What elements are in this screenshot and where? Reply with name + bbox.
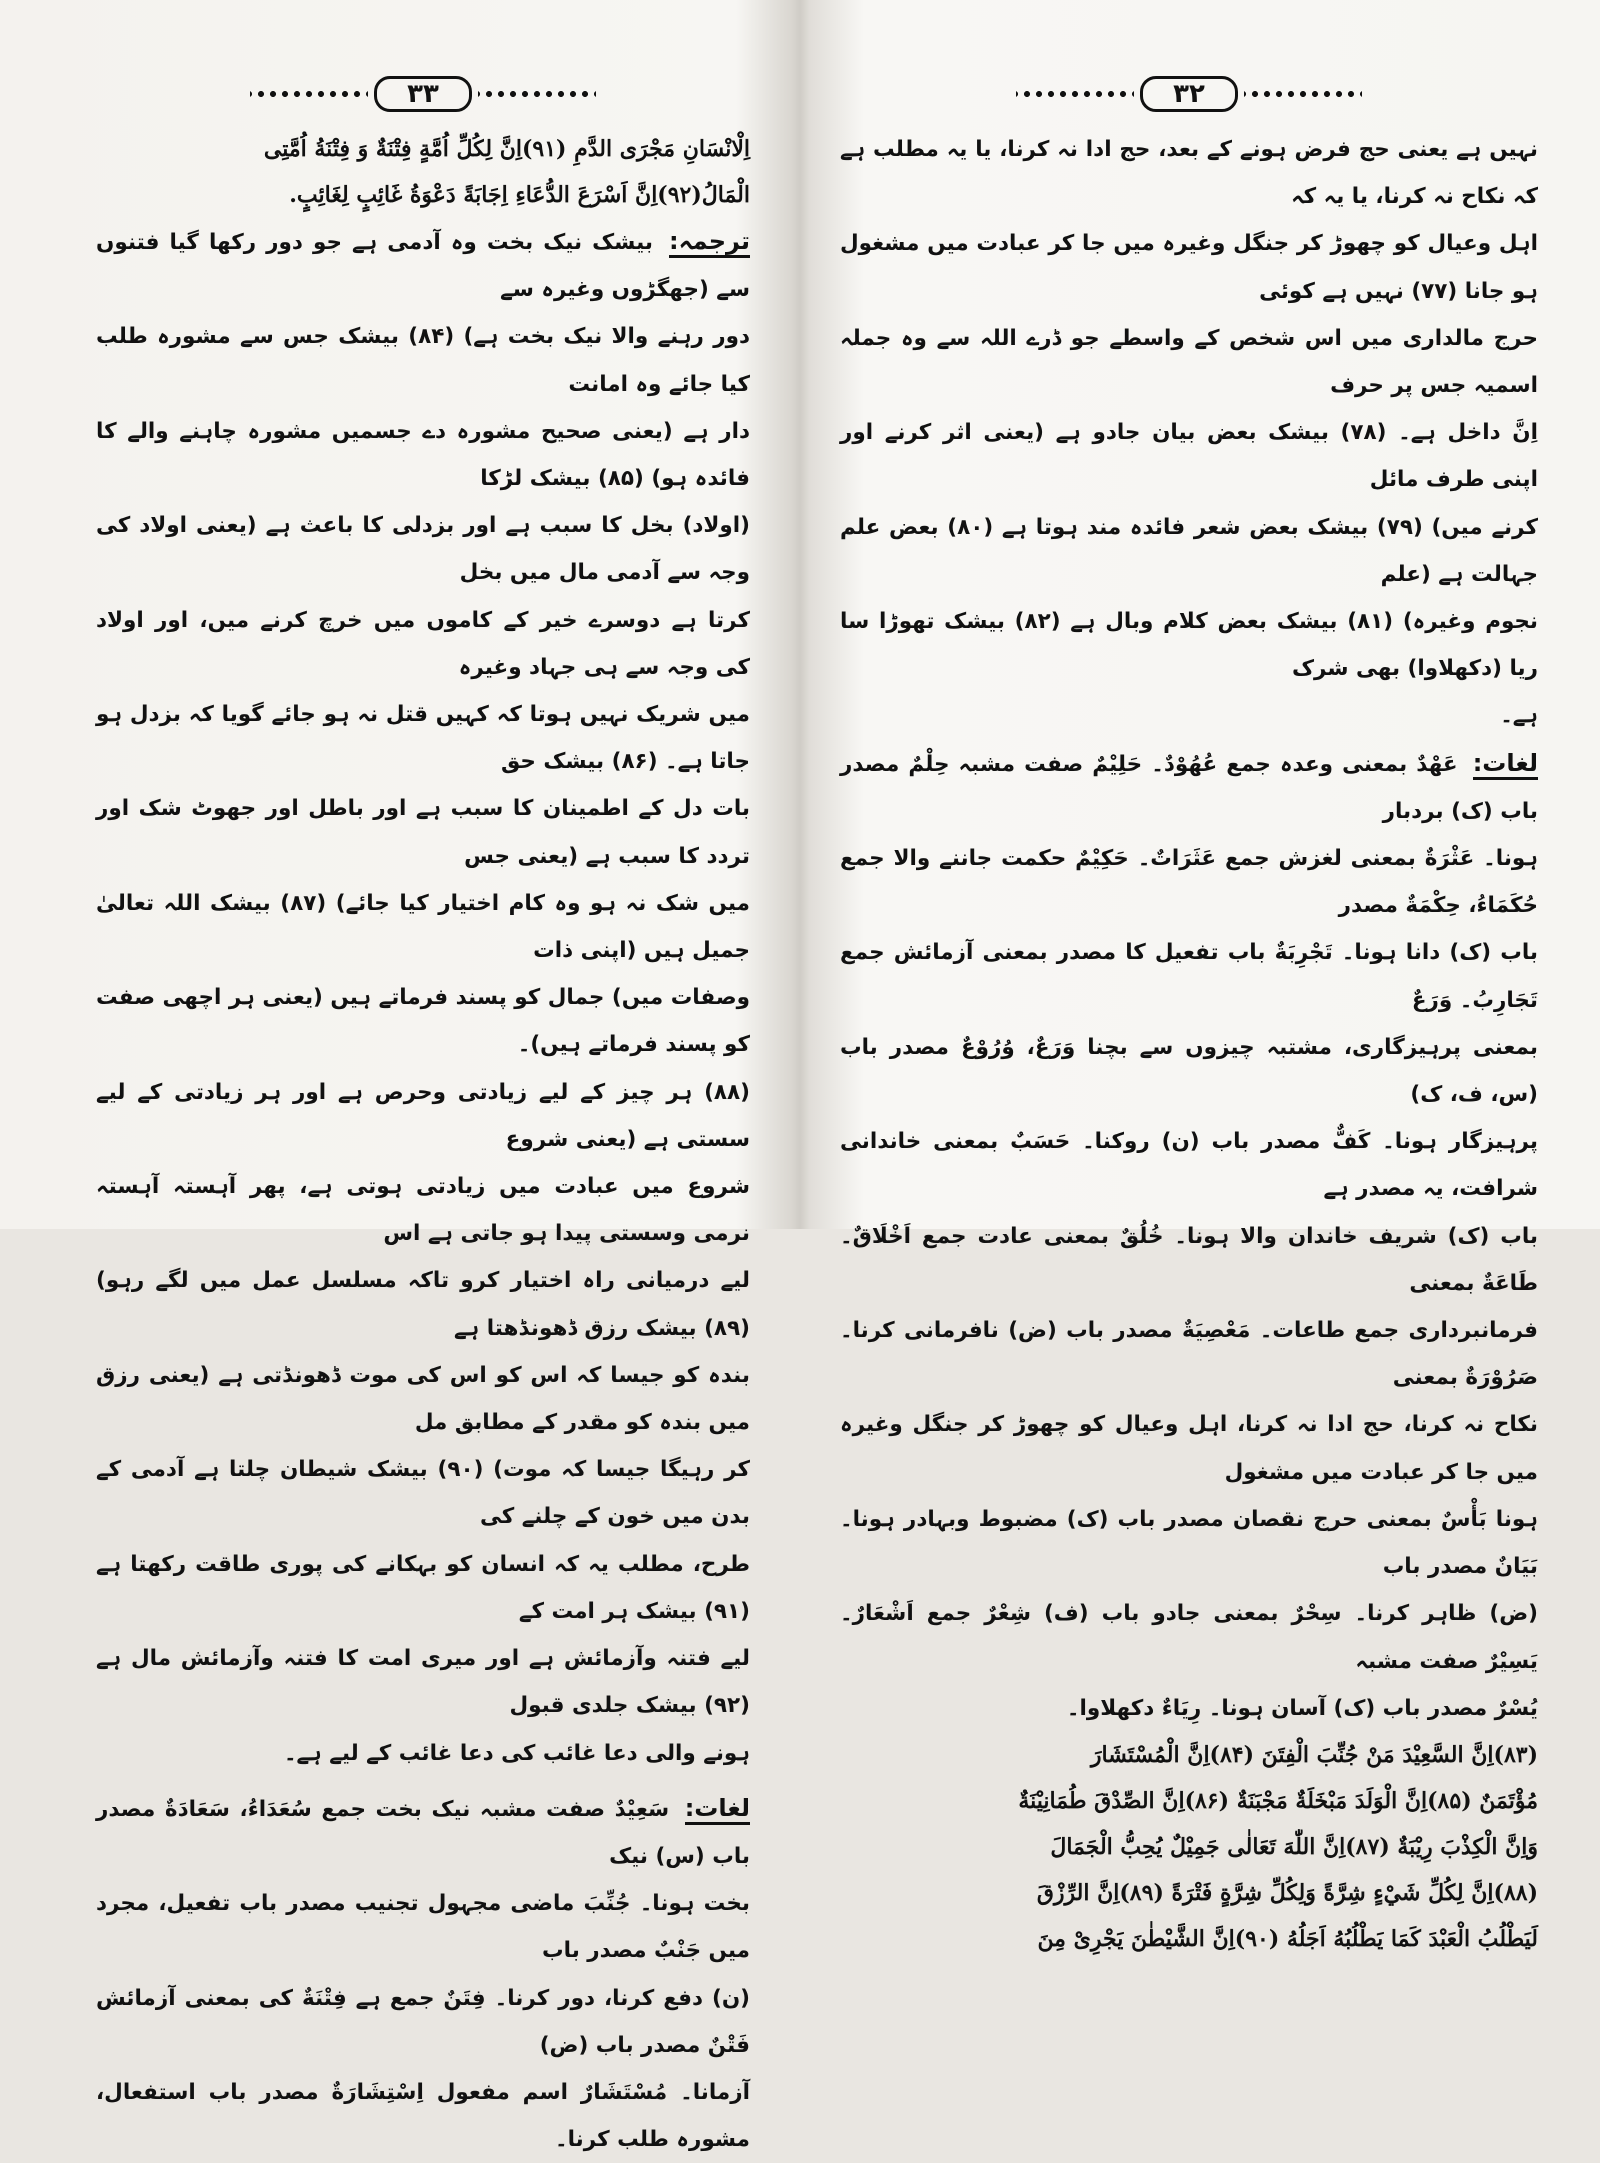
arabic-text-line: وَاِنَّ الْكِذْبَ رِيْبَةٌ (۸۷)اِنَّ اللّٰهَ تَعَالٰى جَمِيْلٌ يُحِبُّ الْجَمَالَ [1050,1833,1538,1860]
lughat-line: فرمانبرداری جمع طاعات۔ مَعْصِيَةٌ مصدر باب (ض) نافرمانی کرنا۔ صَرُوْرَةٌ بمعنی [840,1318,1538,1391]
lughat-line [96,1785,750,1880]
translation-line: (اولاد) بخل کا سبب ہے اور بزدلی کا باعث ہے (یعنی اولاد کی وجہ سے آدمی مال میں بخل [96,513,750,586]
translation-line: (۸۸) ہر چیز کے لیے زیادتی وحرص ہے اور ہر زیادتی کے لیے سستی ہے (یعنی شروع [96,1079,750,1152]
translation-line: دار ہے (یعنی صحیح مشورہ دے جسمیں مشورہ چاہنے والے کا فائدہ ہو) (۸۵) بیشک لڑکا [96,418,750,492]
ornament-dots [250,89,368,99]
translation-line: لیے درمیانی راہ اختیار کرو تاکہ مسلسل عمل میں لگے رہو) (۸۹) بیشک رزق ڈھونڈھتا ہے [96,1268,750,1341]
page-header [96,70,750,118]
lughat-line: (ن) دفع کرنا، دور کرنا۔ فِتَنٌ جمع ہے فِتْنَةٌ کی بمعنی آزمائش فَتْنٌ مصدر باب (ض) [96,1985,750,2058]
arabic-text-line: الْمَالُ(۹۲)اِنَّ اَسْرَعَ الدُّعَاءِ اِجَابَةً دَعْوَةُ غَائِبٍ لِغَائِبٍ. [289,182,750,208]
translation-line: بندہ کو جیسا کہ اس کو اس کی موت ڈھونڈتی ہے (یعنی رزق میں بندہ کو مقدر کے مطابق مل [96,1362,750,1436]
lughat-line-text: عَهْدٌ بمعنی وعدہ جمع عُهُوْدٌ۔ حَلِيْمٌ صفت مشبہ حِلْمٌ مصدر باب (ک) بردبار [840,751,1538,824]
arabic-text-line: لَيَطْلُبُ الْعَبْدَ كَمَا يَطْلُبُهُ اَجَلُهُ (۹۰)اِنَّ الشَّيْطٰنَ يَجْرِىْ مِنَ [1037,1925,1538,1952]
lughat-line: پرہیزگار ہونا۔ كَفٌّ مصدر باب (ن) روکنا۔ حَسَبٌ بمعنی خاندانی شرافت، یہ مصدر ہے [840,1129,1538,1202]
lughat-line: باب (ک) دانا ہونا۔ تَجْرِبَةٌ باب تفعیل کا مصدر بمعنی آزمائش جمع تَجَارِبُ۔ وَرَعٌ [840,940,1538,1013]
lughat-heading: لغات: [685,1794,750,1825]
text-line: ہے۔ [1500,703,1538,729]
lughat-line: بمعنی پرہیزگاری، مشتبہ چیزوں سے بچنا وَرَعٌ، وُرُوْعٌ مصدر باب (س، ف، ک) [840,1034,1538,1108]
translation-line: دور رہنے والا نیک بخت ہے) (۸۴) بیشک جس سے مشورہ طلب کیا جائے وہ امانت [96,324,750,397]
ornament-dots [1244,89,1362,99]
page-number: ۳۳ [374,76,472,112]
right-page [800,0,1600,1952]
translation-heading: ترجمہ: [669,227,750,258]
arabic-text-line: اِلْانْسَانِ مَجْرَى الدَّمِ (۹۱)اِنَّ لِكُلِّ اُمَّةٍ فِتْنَةٌ وَ فِتْنَةُ اُمَّتِى [263,136,750,162]
translation-line: بات دل کے اطمینان کا سبب ہے اور باطل اور جھوٹ شک اور تردد کا سبب ہے (یعنی جس [96,796,750,869]
translation-line: ہونے والی دعا غائب کی دعا غائب کے لیے ہے۔ [283,1740,750,1766]
arabic-text-line: مُؤْتَمَنٌ (۸۵)اِنَّ الْوَلَدَ مَبْخَلَةٌ مَجْبَنَةٌ (۸۶)اِنَّ الصِّدْقَ طُمَانِيْنَةٌ [1018,1787,1538,1814]
lughat-line: يُسْرٌ مصدر باب (ک) آسان ہونا۔ رِيَاءٌ دکھلاوا۔ [1066,1695,1538,1721]
text-line: نہیں ہے یعنی حج فرض ہونے کے بعد، حج ادا نہ کرنا، یا یہ مطلب ہے کہ نکاح نہ کرنا، یا یہ کہ [840,137,1538,210]
left-page-body [96,126,750,2163]
translation-line: میں شک نہ ہو وہ کام اختیار کیا جائے) (۸۷) بیشک اللہ تعالیٰ جمیل ہیں (اپنی ذات [96,890,750,964]
ornament-dots [1016,89,1134,99]
translation-line [96,218,750,313]
arabic-text-line: (۸۸)اِنَّ لِكُلِّ شَيْءٍ شِرَّةً وَلِكُلِّ شِرَّةٍ فَتْرَةً (۸۹)اِنَّ الرِّزْقَ [1036,1879,1538,1906]
translation-line: کر رہیگا جیسا کہ موت) (۹۰) بیشک شیطان چلتا ہے آدمی کے بدن میں خون کے چلنے کی [96,1457,750,1530]
translation-line: کرتا ہے دوسرے خیر کے کاموں میں خرچ کرنے میں، اور اولاد کی وجہ سے ہی جہاد وغیرہ [96,607,750,680]
ornament-dots [478,89,596,99]
translation-line: طرح، مطلب یہ کہ انسان کو بہکانے کی پوری طاقت رکھتا ہے (۹۱) بیشک ہر امت کے [96,1551,750,1624]
text-line: نجوم وغیرہ) (۸۱) بیشک بعض کلام وبال ہے (۸۲) بیشک تھوڑا سا ریا (دکھلاوا) بھی شرک [840,609,1539,682]
translation-line: میں شریک نہیں ہوتا کہ کہیں قتل نہ ہو جائے گویا کہ بزدل ہو جاتا ہے۔ (۸۶) بیشک حق [96,702,750,775]
lughat-line: نکاح نہ کرنا، حج ادا نہ کرنا، اہل وعیال کو چھوڑ کر جنگل وغیرہ میں جا کر عبادت میں مشغول [840,1412,1538,1485]
page-number: ۳۲ [1140,76,1238,112]
lughat-line [840,740,1538,835]
lughat-line: ہونا بَأْسٌ بمعنی حرج نقصان مصدر باب (ک) مضبوط وبہادر ہونا۔ بَيَانٌ مصدر باب [840,1506,1538,1580]
text-line: اِنَّ داخل ہے۔ (۷۸) بیشک بعض بیان جادو ہے (یعنی اثر کرنے اور اپنی طرف مائل [840,420,1539,493]
arabic-text-line: (۸۳)اِنَّ السَّعِيْدَ مَنْ جُنِّبَ الْفِتَنَ (۸۴)اِنَّ الْمُسْتَشَارَ [1090,1741,1538,1768]
text-line: اہل وعیال کو چھوڑ کر جنگل وغیرہ میں جا کر عبادت میں مشغول ہو جانا (۷۷) نہیں ہے کوئی [840,231,1538,304]
translation-line: شروع میں عبادت میں زیادتی ہوتی ہے، پھر آہستہ آہستہ نرمی وسستی پیدا ہو جاتی ہے اس [96,1174,750,1247]
translation-line: وصفات میں) جمال کو پسند فرماتے ہیں (یعنی ہر اچھی صفت کو پسند فرماتے ہیں)۔ [96,985,750,1058]
translation-line-text: بیشک نیک بخت وہ آدمی ہے جو دور رکھا گیا فتنوں سے (جھگڑوں وغیرہ سے [96,230,750,303]
lughat-line: بخت ہونا۔ جُنِّبَ ماضی مجہول تجنیب مصدر باب تفعیل، مجرد میں جَنْبٌ مصدر باب [96,1891,750,1964]
lughat-line-text: سَعِيْدٌ صفت مشبہ نیک بخت جمع سُعَدَاءُ، سَعَادَةٌ مصدر باب (س) نیک [96,1796,750,1869]
translation-line: لیے فتنہ وآزمائش ہے اور میری امت کا فتنہ وآزمائش مال ہے (۹۲) بیشک جلدی قبول [96,1646,750,1719]
lughat-line: (ض) ظاہر کرنا۔ سِحْرٌ بمعنی جادو باب (ف) شِعْرٌ جمع اَشْعَارٌ۔ يَسِيْرٌ صفت مشبہ [840,1601,1538,1674]
text-line: حرج مالداری میں اس شخص کے واسطے جو ڈرے اللہ سے وہ جملہ اسمیہ جس پر حرف [840,325,1538,399]
right-page-body [840,126,1538,1962]
lughat-line: آزمانا۔ مُسْتَشَارٌ اسم مفعول اِسْتِشَارَةٌ مصدر باب استفعال، مشورہ طلب کرنا۔ [96,2079,750,2153]
page-header [840,70,1538,118]
lughat-line: باب (ک) شریف خاندان والا ہونا۔ خُلُقٌ بمعنی عادت جمع اَخْلَاقٌ۔ طَاعَةٌ بمعنی [840,1223,1538,1296]
lughat-heading: لغات: [1473,749,1538,780]
text-line: کرنے میں) (۷۹) بیشک بعض شعر فائدہ مند ہوتا ہے (۸۰) بعض علم جہالت ہے (علم [840,514,1538,587]
lughat-line: ہونا۔ عَثْرَةٌ بمعنی لغزش جمع عَثَرَاتٌ۔ حَكِيْمٌ حکمت جاننے والا جمع حُكَمَاءُ، حِكْمَةٌ مصدر [840,846,1538,919]
left-page [0,0,790,2153]
